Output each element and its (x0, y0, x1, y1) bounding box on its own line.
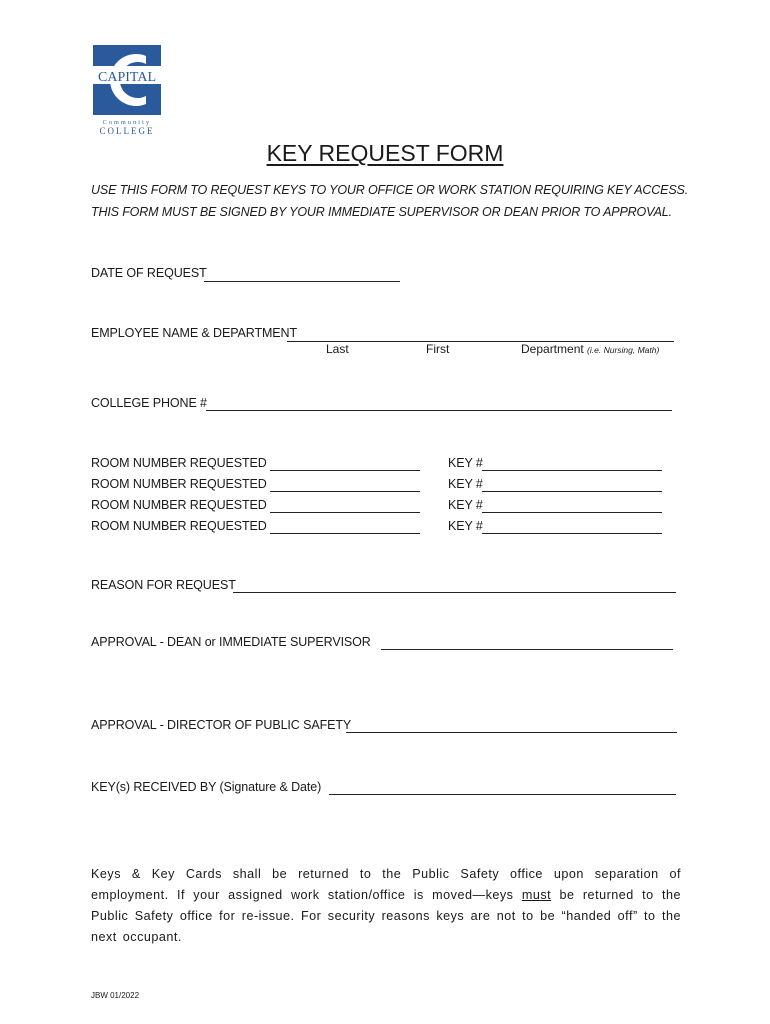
key-number-field[interactable] (482, 470, 662, 471)
room-number-label: ROOM NUMBER REQUESTED (91, 519, 267, 533)
keys-received-label: KEY(s) RECEIVED BY (Signature & Date) (91, 780, 322, 794)
key-number-label: KEY # (448, 519, 483, 533)
date-of-request-label: DATE OF REQUEST (91, 266, 207, 280)
room-number-field[interactable] (270, 491, 420, 492)
instruction-line-2: THIS FORM MUST BE SIGNED BY YOUR IMMEDIATE SUPERVISOR OR DEAN PRIOR TO APPROVAL. (91, 205, 672, 219)
instruction-line-1: USE THIS FORM TO REQUEST KEYS TO YOUR OFFICE OR WORK STATION REQUIRING KEY ACCESS. (91, 183, 689, 197)
room-number-label: ROOM NUMBER REQUESTED (91, 456, 267, 470)
key-number-field[interactable] (482, 491, 662, 492)
return-policy-note (91, 864, 681, 948)
employee-name-label: EMPLOYEE NAME & DEPARTMENT (91, 326, 298, 340)
college-phone-label: COLLEGE PHONE # (91, 396, 207, 410)
keys-received-field[interactable] (329, 794, 676, 795)
note-part-2: be returned to the Public Safety office for re-issue. For security reasons keys are not to be “handed off” to the next occupant. (91, 888, 682, 944)
sub-label-department-hint: (i.e. Nursing, Math) (587, 345, 660, 355)
form-title: KEY REQUEST FORM (266, 140, 504, 166)
room-number-label: ROOM NUMBER REQUESTED (91, 477, 267, 491)
college-phone-field[interactable] (206, 410, 672, 411)
key-number-label: KEY # (448, 477, 483, 491)
date-of-request-field[interactable] (204, 281, 400, 282)
logo-word-community: Community (102, 120, 152, 126)
sub-label-last: Last (326, 342, 349, 356)
room-number-label: ROOM NUMBER REQUESTED (91, 498, 267, 512)
room-number-field[interactable] (270, 470, 420, 471)
key-number-label: KEY # (448, 498, 483, 512)
approval-director-label: APPROVAL - DIRECTOR OF PUBLIC SAFETY (91, 718, 352, 732)
key-number-field[interactable] (482, 512, 662, 513)
approval-director-field[interactable] (346, 732, 677, 733)
room-number-field[interactable] (270, 533, 420, 534)
sub-label-first: First (426, 342, 450, 356)
reason-field[interactable] (233, 592, 676, 593)
reason-label: REASON FOR REQUEST (91, 578, 236, 592)
college-logo (92, 44, 164, 136)
key-number-label: KEY # (448, 456, 483, 470)
note-emphasis: must (521, 888, 552, 902)
logo-word-capital: CAPITAL (98, 70, 156, 85)
key-number-field[interactable] (482, 533, 662, 534)
logo-word-college: COLLEGE (99, 126, 155, 136)
approval-dean-field[interactable] (381, 649, 673, 650)
footer-code: JBW 01/2022 (91, 991, 140, 1000)
room-number-field[interactable] (270, 512, 420, 513)
note-part-1: Keys & Key Cards shall be returned to the Public Safety office upon separation of employment. If your assigned work station/office is moved—keys (91, 867, 681, 902)
approval-dean-label: APPROVAL - DEAN or IMMEDIATE SUPERVISOR (91, 635, 371, 649)
sub-label-department: Department (521, 342, 584, 356)
